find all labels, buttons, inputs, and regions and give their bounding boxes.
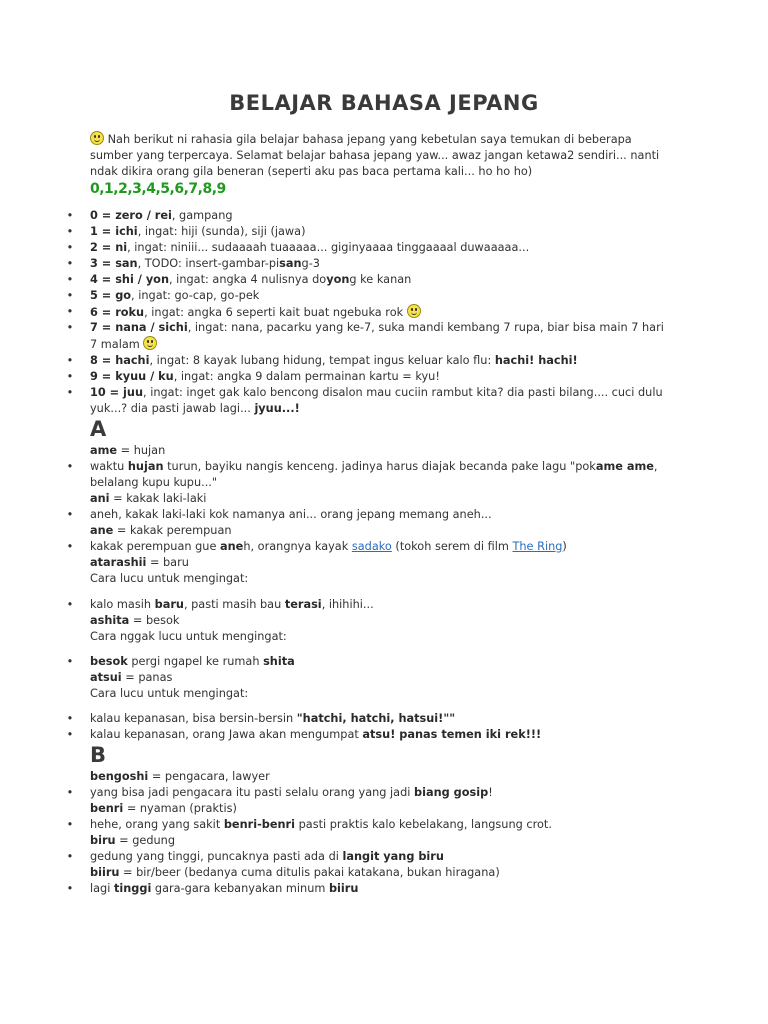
intro-line-1: Nah berikut ni rahasia gila belajar bahasa jepang yang kebetulan saya temukan di beberapa [107, 133, 632, 146]
entry-ame-note-cont: belalang kupu kupu..." [90, 476, 218, 489]
numbers-heading: 0,1,2,3,4,5,6,7,8,9 [90, 181, 226, 197]
list-item-6: 6 = roku, ingat: angka 6 seperti kait buat ngebuka rok [90, 304, 421, 321]
bullet [66, 597, 74, 613]
entry-biru: biru = gedung [90, 834, 176, 847]
list-item-4: 4 = shi / yon, ingat: angka 4 nulisnya doyong ke kanan [90, 273, 412, 286]
bullet [66, 727, 74, 743]
entry-ashita: ashita = besok [90, 614, 180, 627]
list-item-10-cont: yuk...? dia pasti jawab lagi... jyuu...! [90, 402, 300, 415]
bullet [66, 654, 74, 670]
list-item-5: 5 = go, ingat: go-cap, go-pek [90, 289, 260, 302]
bullet [66, 304, 74, 320]
list-item-0: 0 = zero / rei, gampang [90, 209, 233, 222]
entry-biru-note: gedung yang tinggi, puncaknya pasti ada di langit yang biru [90, 850, 444, 863]
section-b-heading: B [90, 743, 107, 767]
intro-paragraph [90, 131, 670, 180]
section-a-heading: A [90, 417, 107, 441]
entry-atarashii: atarashii = baru [90, 556, 189, 569]
bullet [66, 849, 74, 865]
bullet [66, 817, 74, 833]
smiley-icon [407, 304, 421, 318]
the-ring-link[interactable]: The Ring [512, 540, 563, 553]
list-item-3: 3 = san, TODO: insert-gambar-pisang-3 [90, 257, 320, 270]
entry-ani-note: aneh, kakak laki-laki kok namanya ani... orang jepang memang aneh... [90, 508, 492, 521]
list-item-2: 2 = ni, ingat: niniii... sudaaaah tuaaaaa... giginyaaaa tinggaaaal duwaaaaa... [90, 241, 530, 254]
bullet [66, 459, 74, 475]
entry-atsui-note-1: kalau kepanasan, bisa bersin-bersin "hatchi, hatchi, hatsui!"" [90, 712, 456, 725]
entry-benri-note: hehe, orang yang sakit benri-benri pasti praktis kalo kebelakang, langsung crot. [90, 818, 552, 831]
mnemonic-label: Cara lucu untuk mengingat: [90, 572, 249, 585]
bullet [66, 369, 74, 385]
bullet [66, 711, 74, 727]
bullet [66, 208, 74, 224]
list-item-9: 9 = kyuu / ku, ingat: angka 9 dalam permainan kartu = kyu! [90, 370, 440, 383]
entry-bengoshi: bengoshi = pengacara, lawyer [90, 770, 270, 783]
bullet [66, 240, 74, 256]
list-item-7: 7 = nana / sichi, ingat: nana, pacarku yang ke-7, suka mandi kembang 7 rupa, biar bisa main 7 hari [90, 321, 664, 334]
list-item-8: 8 = hachi, ingat: 8 kayak lubang hidung, tempat ingus keluar kalo flu: hachi! hachi! [90, 354, 578, 367]
smiley-icon [90, 131, 104, 145]
bullet [66, 881, 74, 897]
intro-line-2: sumber yang terpercaya. Selamat belajar bahasa jepang yaw... awaz jangan ketawa2 sendiri... nanti [90, 149, 660, 162]
list-item-10: 10 = juu, ingat: inget gak kalo bencong disalon mau cuciin rambut kita? dia pasti bilang.... cuci dulu [90, 386, 663, 399]
bullet [66, 539, 74, 555]
entry-ame: ame = hujan [90, 444, 166, 457]
bullet [66, 385, 74, 401]
mnemonic-label: Cara nggak lucu untuk mengingat: [90, 630, 287, 643]
bullet [66, 272, 74, 288]
page-title: BELAJAR BAHASA JEPANG [229, 91, 539, 115]
sadako-link[interactable]: sadako [351, 540, 392, 553]
bullet [66, 256, 74, 272]
entry-atsui: atsui = panas [90, 671, 173, 684]
bullet [66, 288, 74, 304]
bullet [66, 224, 74, 240]
entry-biiru-note: lagi tinggi gara-gara kebanyakan minum biiru [90, 882, 359, 895]
entry-ashita-note: besok pergi ngapel ke rumah shita [90, 655, 295, 668]
bullet [66, 320, 74, 336]
bullet [66, 507, 74, 523]
entry-ane-note: kakak perempuan gue aneh, orangnya kayak sadako (tokoh serem di film The Ring) [90, 540, 567, 553]
smiley-icon [143, 336, 157, 350]
entry-atsui-note-2: kalau kepanasan, orang Jawa akan mengumpat atsu! panas temen iki rek!!! [90, 728, 542, 741]
list-item-1: 1 = ichi, ingat: hiji (sunda), siji (jawa) [90, 225, 306, 238]
entry-ane: ane = kakak perempuan [90, 524, 232, 537]
entry-biiru: biiru = bir/beer (bedanya cuma ditulis pakai katakana, bukan hiragana) [90, 866, 500, 879]
bullet [66, 353, 74, 369]
list-item-7-cont: 7 malam [90, 336, 157, 353]
entry-ame-note: waktu hujan turun, bayiku nangis kenceng. jadinya harus diajak becanda pake lagu "pokame ame, [90, 460, 658, 473]
entry-atarashii-note: kalo masih baru, pasti masih bau terasi, ihihihi... [90, 598, 374, 611]
mnemonic-label: Cara lucu untuk mengingat: [90, 687, 249, 700]
bullet [66, 785, 74, 801]
entry-benri: benri = nyaman (praktis) [90, 802, 237, 815]
entry-ani: ani = kakak laki-laki [90, 492, 207, 505]
entry-bengoshi-note: yang bisa jadi pengacara itu pasti selalu orang yang jadi biang gosip! [90, 786, 493, 799]
intro-line-3: ndak dikira orang gila beneran (seperti aku pas baca pertama kali... ho ho ho) [90, 165, 533, 178]
